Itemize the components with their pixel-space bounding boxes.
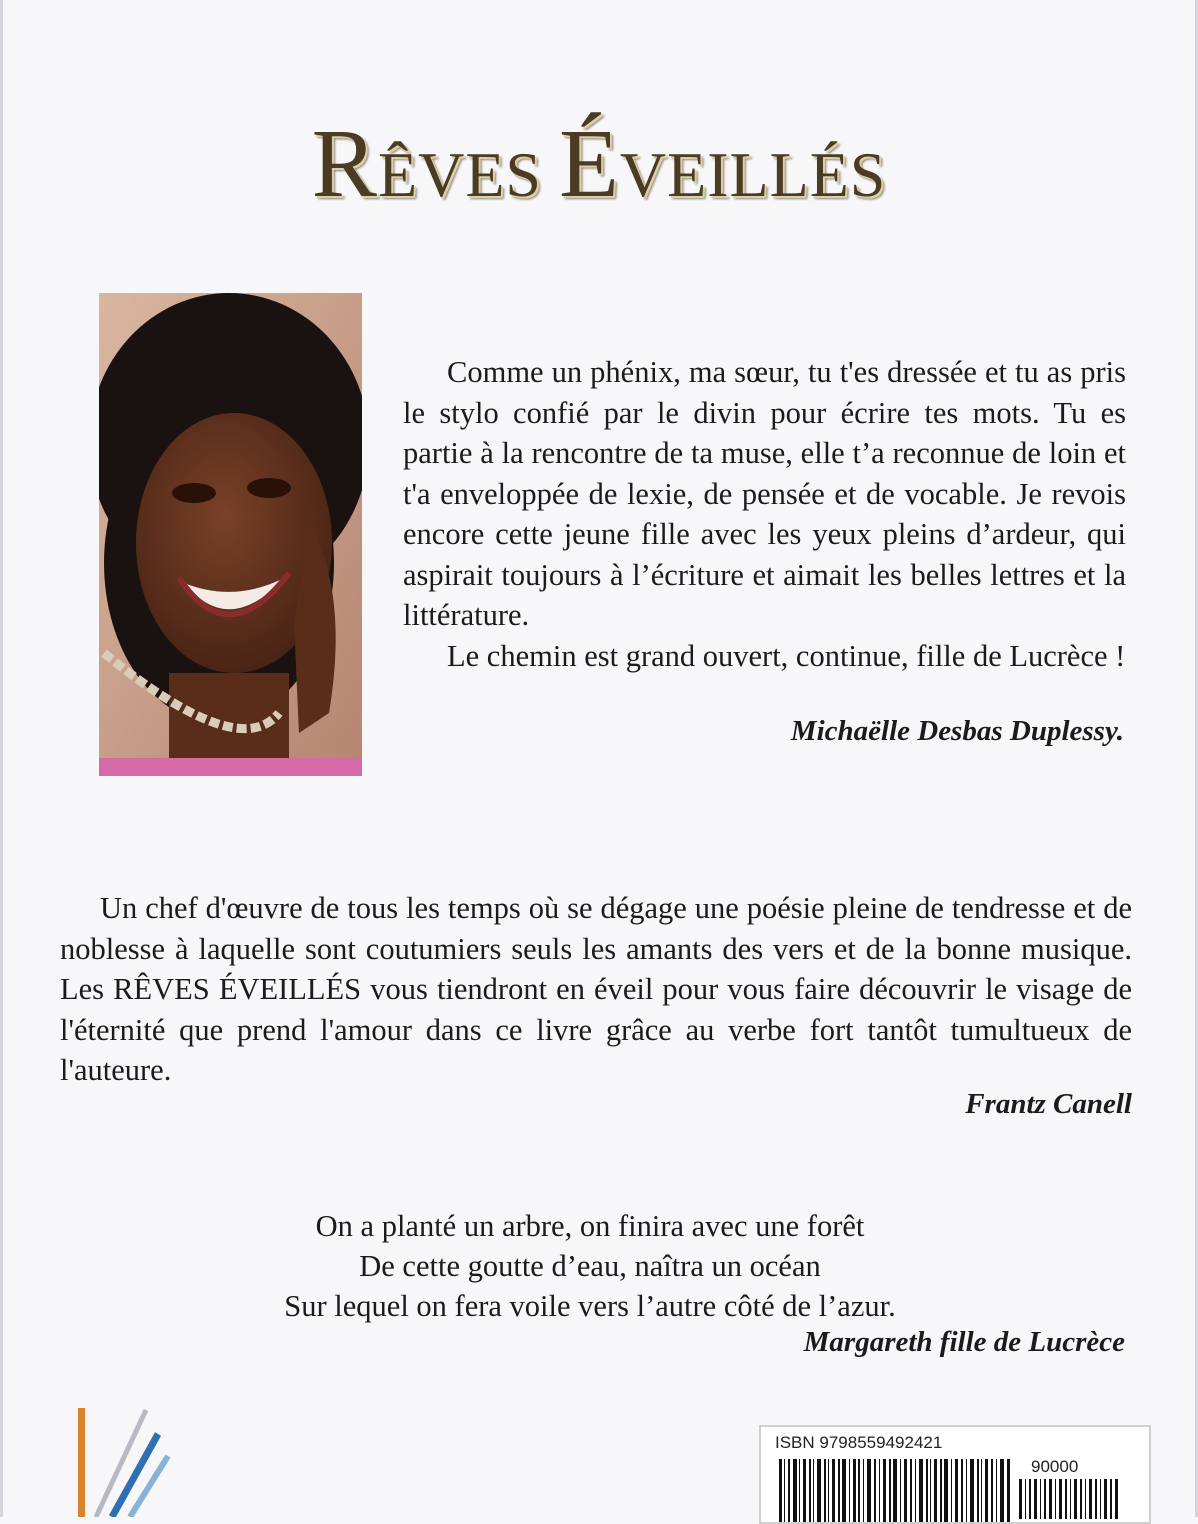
- barcode-addon-number: 90000: [1031, 1457, 1079, 1476]
- quote-first-para-2: Le chemin est grand ouvert, continue, fille de Lucrèce !: [447, 638, 1126, 673]
- quote-first: [403, 352, 1126, 676]
- quote-first-signature: Michaëlle Desbas Duplessy.: [790, 715, 1124, 747]
- title-first-rest: ÊVES: [378, 139, 542, 210]
- isbn-barcode: [759, 1425, 1151, 1524]
- quote-first-para-1: Comme un phénix, ma sœur, tu t'es dressée et tu as pris le stylo confié par le divin pour écrire tes mots. Tu es partie à la rencontre de ta muse, elle t’a reconnue de loin et t'a enveloppée de lexie, de pensée et de vocable. Je revois encore cette jeune fille avec les yeux pleins d’ardeur, qui aspirait toujours à l’écriture et aimait les belles lettres et la littérature.: [403, 355, 1126, 632]
- author-photo: [99, 293, 362, 776]
- poem-signature: Margareth fille de Lucrèce: [803, 1326, 1125, 1358]
- book-title: [0, 108, 1198, 220]
- poem-line: De cette goutte d’eau, naîtra un océan: [359, 1249, 821, 1283]
- poem-line: Sur lequel on fera voile vers l’autre côté de l’azur.: [284, 1289, 896, 1323]
- poem-line: On a planté un arbre, on finira avec une forêt: [315, 1209, 865, 1243]
- quote-second: Un chef d'œuvre de tous les temps où se dégage une poésie pleine de tendresse et de noblesse à laquelle sont coutumiers seuls les amants des vers et de la bonne musique. Les RÊVES ÉVEILLÉS vous tiendront en éveil pour vous faire découvrir le visage de l'éternité que prend l'amour dans ce livre grâce au verbe fort tantôt tumultueux de l'auteure.: [60, 891, 1132, 1087]
- barcode-addon-bars-icon: [1017, 1479, 1127, 1519]
- isbn-number: ISBN 9798559492421: [775, 1433, 943, 1452]
- quote-second-signature: Frantz Canell: [965, 1088, 1132, 1120]
- publisher-logo-icon: [76, 1408, 196, 1517]
- barcode-bars-icon: [779, 1459, 1014, 1522]
- poem: [0, 1206, 1180, 1326]
- title-second-cap: É: [559, 110, 620, 218]
- title-first-cap: R: [311, 110, 378, 218]
- title-second-rest: VEILLÉS: [619, 139, 887, 210]
